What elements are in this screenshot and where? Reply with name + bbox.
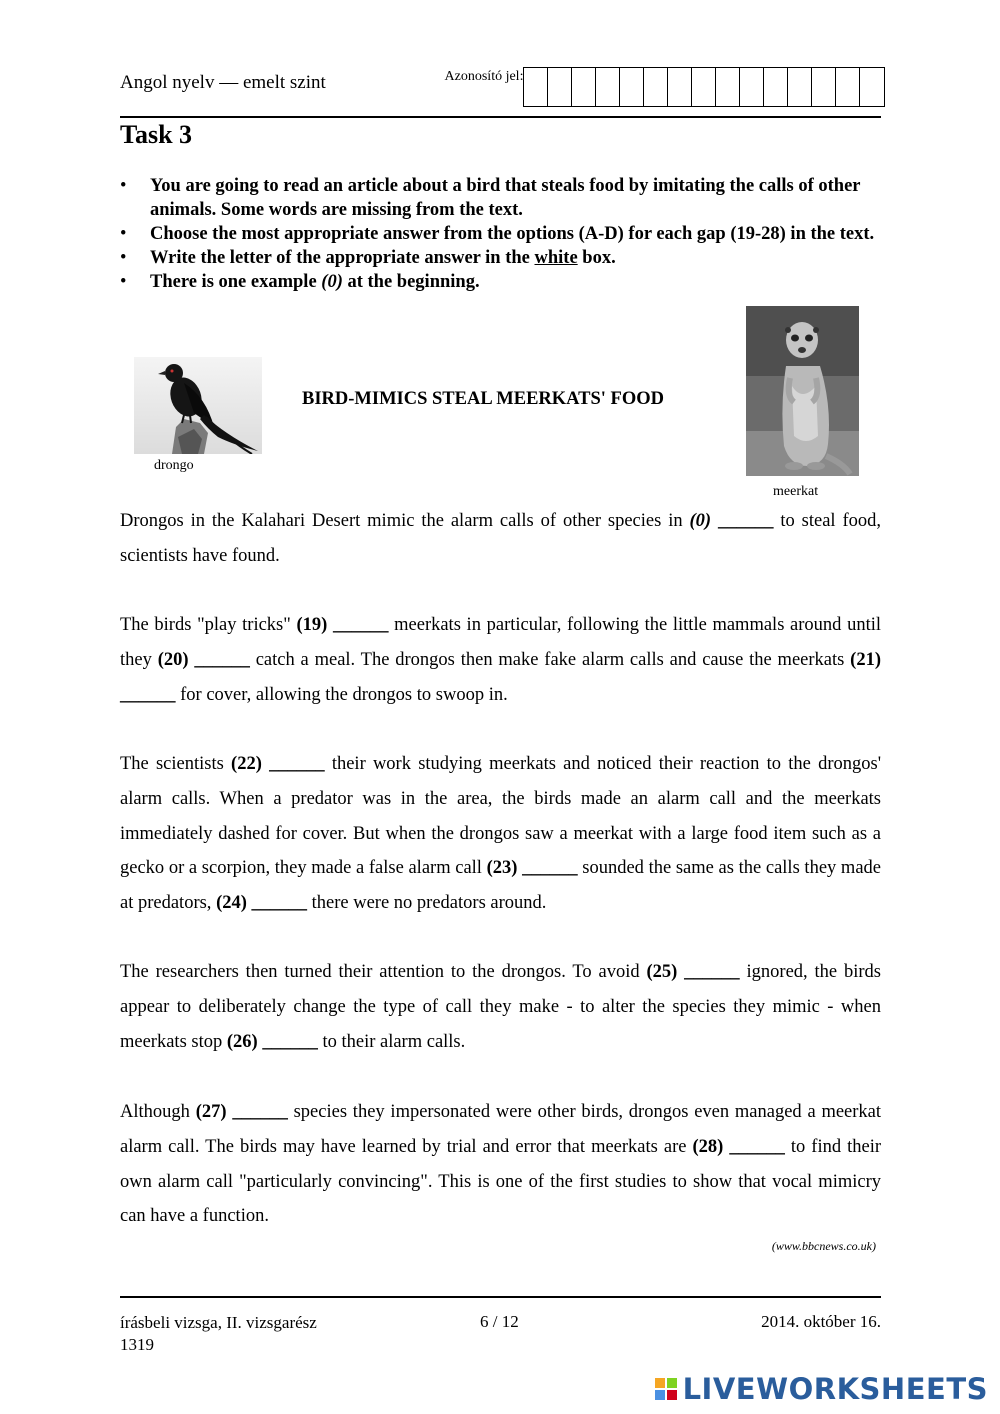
answer-gap[interactable]: ______ (251, 893, 308, 914)
instruction-text: Choose the most appropriate answer from the options (A-D) for each gap (19-28) in the text. (150, 224, 875, 244)
liveworksheets-logo-icon (655, 1378, 677, 1400)
footer-rule (120, 1296, 881, 1298)
instructions-list (120, 174, 890, 294)
id-code-box[interactable] (788, 68, 812, 106)
id-code-boxes[interactable] (523, 67, 885, 107)
meerkat-photo (746, 306, 859, 476)
id-code-box[interactable] (740, 68, 764, 106)
instruction-item (120, 222, 890, 246)
answer-gap[interactable]: ______ (120, 684, 176, 705)
gap-number: (0) (689, 511, 712, 531)
answer-gap[interactable]: ______ (684, 962, 740, 982)
id-code-box[interactable] (620, 68, 644, 106)
article-paragraph: The birds "play tricks" (19) ______ meerkats in particular, following the little mammals around until they (20) ______ catch a meal. The drongos then make fake alarm calls and cause the meerkats (21) ______ for cover, allowing the drongos to swoop in. (120, 615, 882, 705)
meerkat-caption: meerkat (773, 484, 819, 499)
instruction-item: • There is one example (0) at the beginning. (120, 270, 890, 294)
answer-gap[interactable]: ______ (522, 858, 578, 879)
footer-exam-info (120, 1312, 317, 1356)
id-code-box[interactable] (548, 68, 572, 106)
article-source: (www.bbcnews.co.uk) (771, 1239, 876, 1253)
gap-number: (20) (157, 649, 189, 670)
id-code-box[interactable] (692, 68, 716, 106)
gap-number: (24) (216, 893, 247, 914)
footer-date: 2014. október 16. (761, 1312, 881, 1331)
answer-gap[interactable]: ______ (269, 754, 325, 774)
white-underlined: white (534, 248, 578, 268)
article-paragraph: The researchers then turned their attention to the drongos. To avoid (25) ______ ignored, the birds appear to deliberately change the type of call they make - to alter the species they mimic - when meerkats stop (26) ______ to their alarm calls. (120, 962, 882, 1052)
header-subject: Angol nyelv — emelt szint (120, 72, 326, 93)
answer-gap[interactable]: ______ (262, 1031, 318, 1052)
header-rule (120, 116, 881, 118)
gap-number: (26) (226, 1031, 258, 1052)
id-code-box[interactable] (836, 68, 860, 106)
gap-number: (21) (850, 649, 881, 670)
answer-gap[interactable]: ______ (717, 511, 774, 531)
id-code-box[interactable] (644, 68, 668, 106)
logo-square (667, 1378, 677, 1388)
drongo-caption: drongo (154, 458, 194, 473)
article-paragraph: Although (27) ______ species they impersonated were other birds, drongos even managed a meerkat alarm call. The birds may have learned by trial and error that meerkats are (28) ______ to find their own alarm call "particularly convincing". This is one of the first studies to show that vocal mimicry can have a function. (120, 1102, 882, 1227)
id-label: Azonosító jel: (444, 69, 524, 84)
gap-number: (23) (486, 858, 518, 879)
gap-number: (19) (296, 615, 328, 635)
article-paragraph: Drongos in the Kalahari Desert mimic the alarm calls of other species in (0) ______ to steal food, scientists have found. (120, 511, 881, 566)
gap-number: (22) (231, 754, 262, 774)
instruction-item (120, 174, 890, 222)
liveworksheets-brand[interactable] (655, 1372, 988, 1406)
liveworksheets-text: LIVEWORKSHEETS (682, 1372, 988, 1406)
footer-page-number: 6 / 12 (480, 1312, 519, 1331)
instruction-text: You are going to read an article about a bird that steals food by imitating the calls of other animals. Some words are missing from the text. (150, 176, 861, 220)
logo-square (667, 1390, 677, 1400)
task-title: Task 3 (120, 120, 193, 149)
id-code-box[interactable] (524, 68, 548, 106)
answer-gap[interactable]: ______ (729, 1136, 785, 1157)
id-code-box[interactable] (596, 68, 620, 106)
id-code-box[interactable] (812, 68, 836, 106)
article-title: BIRD-MIMICS STEAL MEERKATS' FOOD (302, 389, 664, 409)
article-paragraph: The scientists (22) ______ their work studying meerkats and noticed their reaction to the drongos' alarm calls. When a predator was in the area, the birds made an alarm call and the meerkats immediately dashed for cover. But when the drongos saw a meerkat with a large food item such as a gecko or a scorpion, they made a false alarm call (23) ______ sounded the same as the calls they made at predators, (24) ______ there were no predators around. (120, 754, 882, 914)
gap-number: (27) (195, 1102, 227, 1122)
gap-number: (25) (646, 962, 678, 982)
footer-exam-code: 1319 (120, 1335, 154, 1354)
id-code-box[interactable] (668, 68, 692, 106)
gap-number: (28) (692, 1136, 724, 1157)
instruction-item: • Write the letter of the appropriate answer in the white box. (120, 246, 890, 270)
id-code-box[interactable] (572, 68, 596, 106)
drongo-photo (134, 357, 262, 454)
logo-square (655, 1378, 665, 1388)
logo-square (655, 1390, 665, 1400)
footer-exam-part: írásbeli vizsga, II. vizsgarész (120, 1313, 317, 1332)
answer-gap[interactable]: ______ (194, 649, 250, 670)
id-code-box[interactable] (860, 68, 884, 106)
answer-gap[interactable]: ______ (332, 615, 389, 635)
id-code-box[interactable] (716, 68, 740, 106)
answer-gap[interactable]: ______ (232, 1102, 288, 1122)
example-marker: (0) (321, 272, 343, 292)
id-code-box[interactable] (764, 68, 788, 106)
